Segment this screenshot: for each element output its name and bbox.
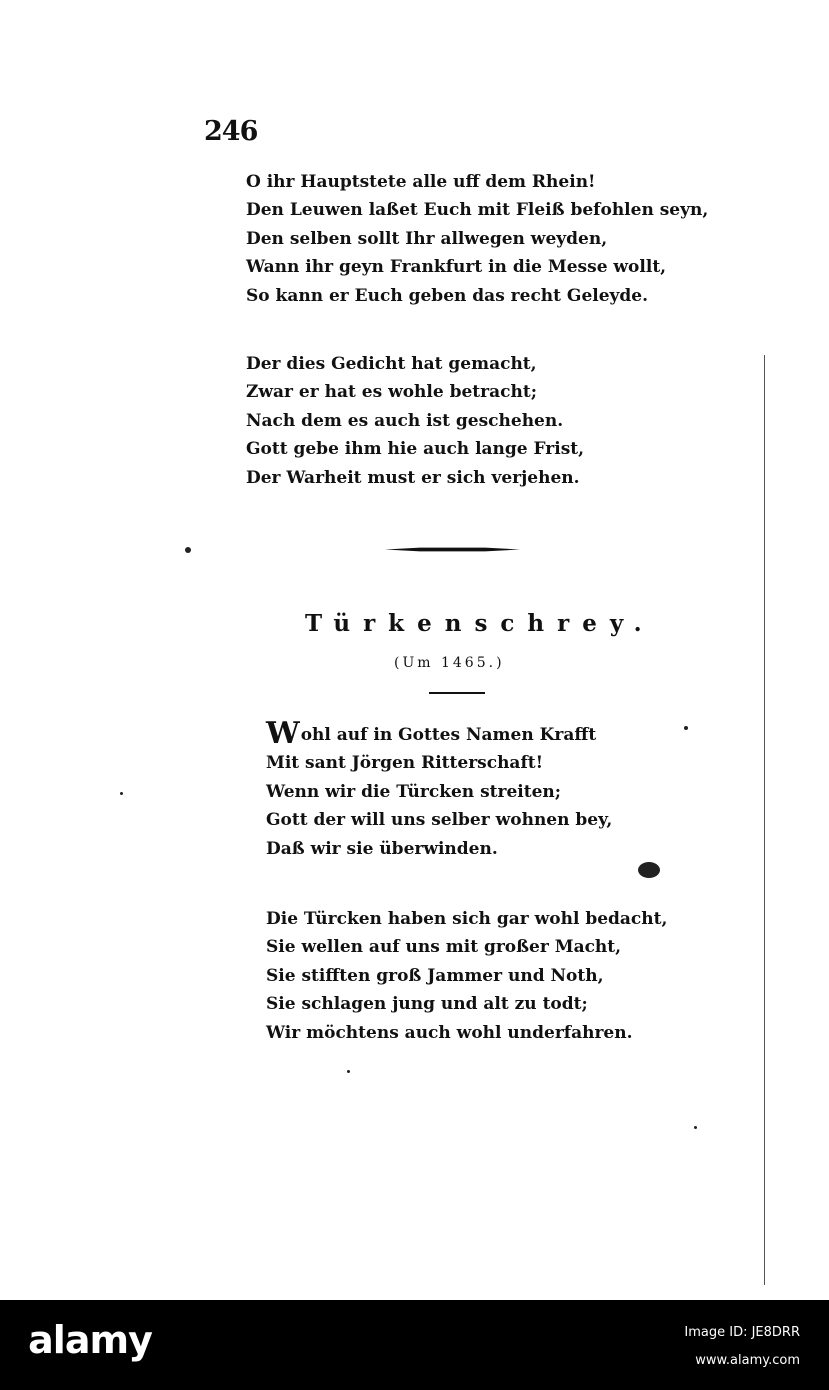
stanza-1 <box>246 168 708 310</box>
ink-speck <box>120 792 123 795</box>
stanza-2 <box>246 350 584 492</box>
verse-line: Sie stifften groß Jammer und Noth, <box>266 965 604 986</box>
page-edge-line <box>764 355 765 1285</box>
verse-line: Gott gebe ihm hie auch lange Frist, <box>246 439 585 460</box>
verse-line: Nach dem es auch ist geschehen. <box>246 410 564 431</box>
verse-line: O ihr Hauptstete alle uff dem Rhein! <box>246 172 596 192</box>
page-number: 246 <box>204 116 258 147</box>
verse-line: Wenn wir die Türcken streiten; <box>266 781 562 802</box>
ink-speck <box>638 862 660 878</box>
ink-speck <box>185 547 191 553</box>
site-url: www.alamy.com <box>695 1353 800 1368</box>
title-rule <box>429 692 485 694</box>
ornamental-divider <box>385 547 520 552</box>
verse-line: Mit sant Jörgen Ritterschaft! <box>266 753 544 774</box>
verse-line: Den Leuwen laßet Euch mit Fleiß befohlen seyn, <box>246 200 709 221</box>
verse-line: Wann ihr geyn Frankfurt in die Messe wollt, <box>246 257 667 278</box>
ink-speck <box>694 1126 697 1129</box>
ink-speck <box>684 726 688 730</box>
verse-line: Sie schlagen jung und alt zu todt; <box>266 994 588 1015</box>
poem-date: (Um 1465.) <box>394 655 505 671</box>
verse-line: So kann er Euch geben das recht Geleyde. <box>246 285 649 306</box>
verse-line: Zwar er hat es wohle betracht; <box>246 382 537 403</box>
verse-line: Die Türcken haben sich gar wohl bedacht, <box>266 909 668 929</box>
stock-logo: alamy <box>28 1318 152 1362</box>
image-id: Image ID: JE8DRR <box>684 1325 800 1340</box>
ink-speck <box>347 1070 350 1073</box>
verse-line: Daß wir sie überwinden. <box>266 838 498 859</box>
verse-line-rest: ohl auf in Gottes Namen Krafft <box>300 725 597 745</box>
stanza-3 <box>266 716 613 863</box>
poem-title: Türkenschrey. <box>305 610 655 637</box>
verse-line-first <box>266 716 612 751</box>
stanza-4 <box>266 905 667 1047</box>
verse-line: Sie wellen auf uns mit großer Macht, <box>266 937 622 958</box>
drop-initial: W <box>266 716 300 751</box>
verse-line: Den selben sollt Ihr allwegen weyden, <box>246 228 608 249</box>
verse-line: Der dies Gedicht hat gemacht, <box>246 354 537 374</box>
verse-line: Gott der will uns selber wohnen bey, <box>266 810 613 831</box>
verse-line: Der Warheit must er sich verjehen. <box>246 467 580 488</box>
verse-line: Wir möchtens auch wohl underfahren. <box>266 1022 633 1043</box>
